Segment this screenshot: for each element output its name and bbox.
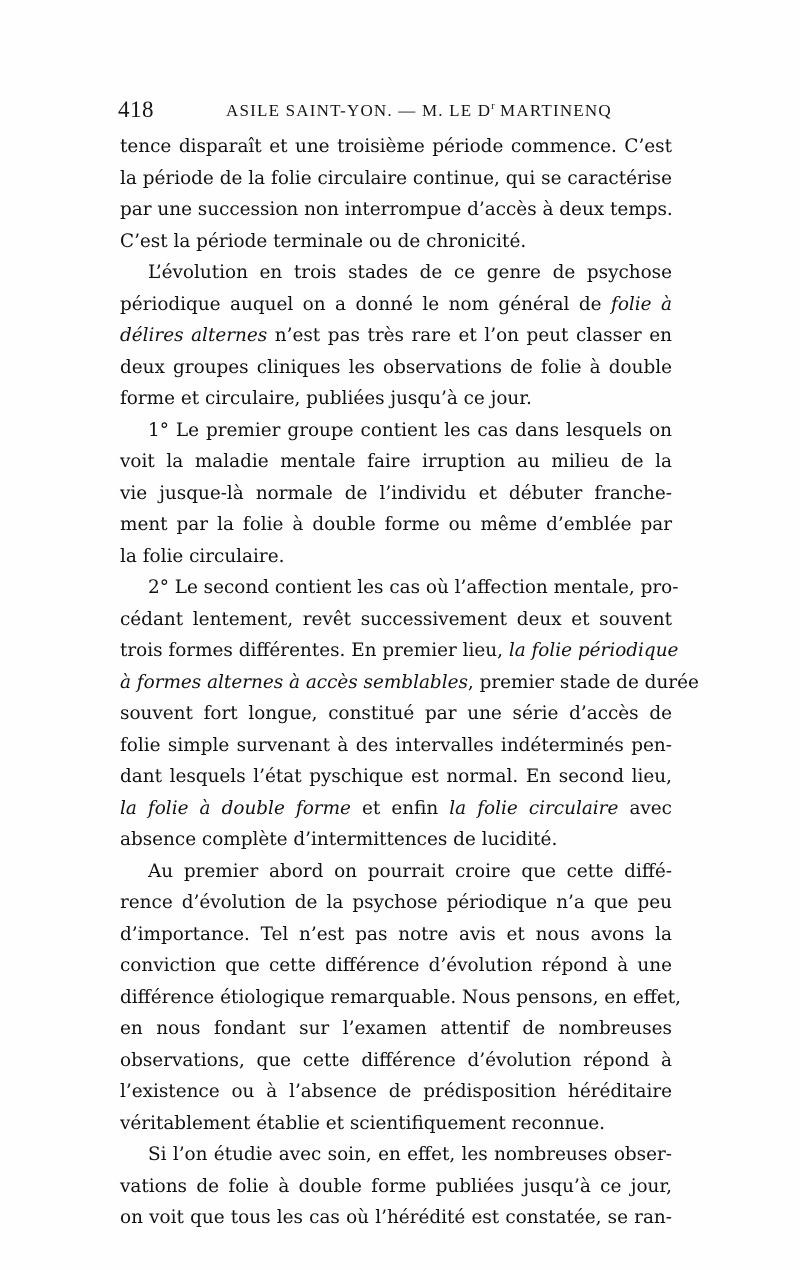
text-segment: tence disparaît et une troisième période commence. C’est [120,136,672,157]
text-segment: périodique auquel on a donné le nom général de [120,293,612,315]
text-line [120,635,679,667]
text-segment: 1° Le premier groupe contient les cas dans lesquels on [148,419,672,441]
text-segment: forme et circulaire, publiées jusqu’à ce jour. [120,388,532,409]
text-line [120,289,672,321]
text-line [120,1076,672,1108]
text-line [120,919,672,951]
text-segment: 2° Le second contient les cas où l’affection mentale, pro- [148,577,679,598]
text-line [120,1045,672,1077]
text-segment: on voit que tous les cas où l’hérédité est constatée, se ran- [120,1207,672,1228]
page-header [118,97,678,127]
text-segment: différence étiologique remarquable. Nous pensons, en effet, [120,986,681,1008]
text-segment: voit la maladie mentale faire irruption au milieu de la [120,451,672,472]
text-line [120,761,672,793]
italic-text-segment: folie à [611,293,672,315]
text-line [120,856,672,888]
text-segment: avec [618,797,672,819]
body-text [120,131,699,1234]
text-line [120,131,672,163]
running-head-name: MARTINENQ [494,101,612,120]
text-line [120,604,672,636]
italic-text-segment: la folie circulaire [449,797,619,819]
text-line [120,667,699,699]
text-segment: deux groupes cliniques les observations de folie à double [120,356,672,378]
text-line [120,257,672,289]
text-segment: conviction que cette différence d’évolution répond à une [120,955,672,976]
text-segment: cédant lentement, revêt successivement deux et souvent [120,608,672,630]
text-line [120,572,679,604]
text-line [120,446,672,478]
text-line [120,1139,672,1171]
text-segment: , premier stade de durée [467,671,699,693]
text-segment: rence d’évolution de la psychose périodique n’a que peu [120,892,672,913]
text-line [120,226,672,258]
running-head [226,101,612,121]
page-number: 418 [118,97,154,122]
text-segment: L’évolution en trois stades de ce genre de psychose [148,262,672,283]
text-line [120,793,672,825]
italic-text-segment: la folie périodique [508,640,679,661]
text-segment: dant lesquels l’état pyschique est normal. En second lieu, [120,766,672,787]
text-line [120,730,672,762]
text-segment: absence complète d’intermittences de lucidité. [120,829,558,850]
text-segment: Si l’on étudie avec soin, en effet, les nombreuses obser- [148,1144,672,1165]
text-line [120,194,672,226]
text-segment: et enfin [350,797,450,819]
text-line [120,1013,672,1045]
text-line [120,478,672,510]
text-segment: l’existence ou à l’absence de prédisposition héréditaire [120,1081,672,1102]
text-line [120,824,672,856]
text-line [120,950,672,982]
italic-text-segment: à formes alternes à accès semblables [120,671,468,693]
text-line [120,1108,672,1140]
text-segment: observations, que cette différence d’évolution répond à [120,1049,672,1071]
text-segment: véritablement établie et scientifiquement reconnue. [120,1112,605,1134]
text-segment: d’importance. Tel n’est pas notre avis et nous avons la [120,923,672,945]
text-line [120,698,672,730]
text-segment: la folie circulaire. [120,545,285,567]
text-segment: n’est pas très rare et l’on peut classer en [267,325,672,346]
running-head-superscript: r [491,101,495,112]
text-segment: vations de folie à double forme publiées jusqu’à ce jour, [120,1175,672,1197]
text-segment: Au premier abord on pourrait croire que cette diffé- [148,860,672,882]
text-line [120,383,672,415]
italic-text-segment: délires alternes [120,325,268,346]
text-segment: ment par la folie à double forme ou même d’emblée par [120,514,672,535]
text-line [120,1202,672,1234]
text-line [120,982,681,1014]
text-segment: par une succession non interrompue d’accès à deux temps. [120,199,673,220]
text-line [120,1171,672,1203]
text-line [120,887,672,919]
text-line [120,541,672,573]
text-segment: trois formes différentes. En premier lieu, [120,640,509,661]
text-segment: la période de la folie circulaire continue, qui se caractérise [120,167,672,189]
text-segment: folie simple survenant à des intervalles indéterminés pen- [120,734,672,756]
text-line [120,415,672,447]
text-segment: C’est la période terminale ou de chronicité. [120,230,527,252]
running-head-text: ASILE SAINT-YON. — M. LE D [226,101,492,120]
text-segment: vie jusque-là normale de l’individu et débuter franche- [120,482,672,504]
text-line [120,320,672,352]
text-segment: souvent fort longue, constitué par une série d’accès de [120,703,672,724]
text-line [120,163,672,195]
text-segment: en nous fondant sur l’examen attentif de nombreuses [120,1018,672,1039]
text-line [120,352,672,384]
italic-text-segment: la folie à double forme [120,797,351,819]
text-line [120,509,672,541]
